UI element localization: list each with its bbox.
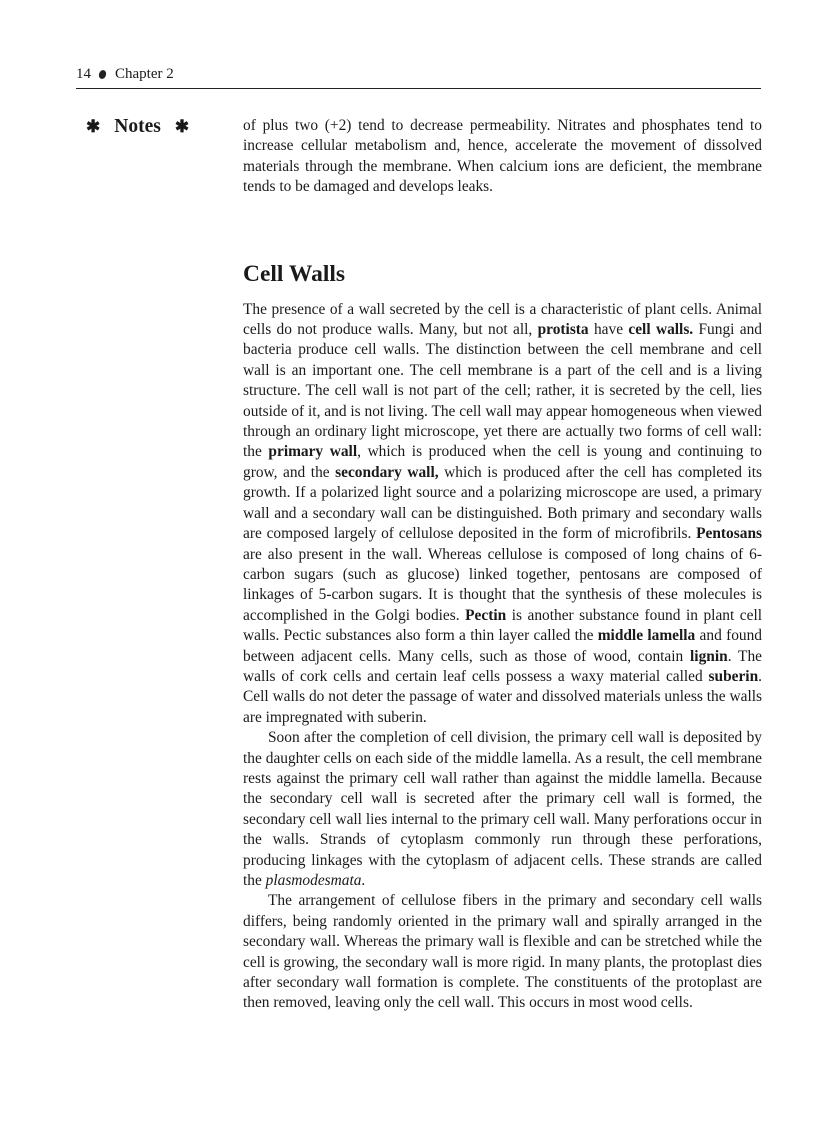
text-run: The presence of a wall secreted by the cell is a characteristic of plant cells. Animal cells do not produce walls. Many, but not all, (243, 300, 762, 339)
body-text (243, 116, 762, 1014)
text-run: . Cell walls do not deter the passage of water and dissolved materials unless the walls are impregnated with suberin. (243, 667, 762, 726)
text-run: are also present in the wall. Whereas cellulose is composed of long chains of 6-carbon sugars (such as glucose) linked together, pentosans are composed of linkages of 5-carbon sugars. It is thought that the synthesis of these molecules is accomplished in the Golgi bodies. (243, 545, 762, 624)
section-title: Cell Walls (243, 260, 346, 287)
text-run: which is produced after the cell has completed its growth. If a polarized light source and a polarizing microscope are used, a primary wall and a secondary wall can be distinguished. Both primary and secondary walls are composed largely of cellulose deposited in the form of microfibrils. (243, 463, 763, 543)
term-middle-lamella: middle lamella (597, 627, 696, 645)
term-primary-wall: primary wall (268, 443, 358, 461)
asterisk-icon: ✱ (86, 117, 101, 136)
term-protista: protista (537, 321, 589, 339)
text-run: Fungi and bacteria produce cell walls. The distinction between the cell membrane and cell wall is an important one. The cell membrane is a part of the cell and is a living structure. The cell wall is not part of the cell; rather, it is secreted by the cell, lies outside of it, and is not living. The cell wall may appear homogeneous when viewed through an ordinary light microscope, yet there are actually two forms of cell wall: the (243, 321, 762, 461)
running-header (76, 60, 761, 89)
page-number: 14 (76, 65, 91, 82)
term-pectin: Pectin (465, 606, 507, 624)
text-run: is another substance found in plant cell walls. Pectic substances also form a thin layer called the (243, 606, 762, 645)
paragraph-1 (243, 300, 762, 729)
chapter-label: Chapter 2 (115, 65, 174, 82)
intro-paragraph: of plus two (+2) tend to decrease permeability. Nitrates and phosphates tend to increase cellular metabolism and, hence, accelerate the movement of dissolved materials through the membrane. When calcium ions are deficient, the membrane tends to be damaged and develops leaks. (243, 117, 762, 196)
term-pentosans: Pentosans (696, 525, 762, 543)
text-run: Soon after the completion of cell division, the primary cell wall is deposited by the daughter cells on each side of the middle lamella. As a result, the cell membrane rests against the primary cell wall rather than against the middle lamella. Because the secondary cell wall is secreted after the primary cell wall is formed, the secondary cell wall lies internal to the primary cell wall. Many perforations occur in the walls. Strands of cytoplasm commonly run through these perforations, producing linkages with the cytoplasm of adjacent cells. These strands are called the (243, 729, 762, 889)
text-run: . (361, 872, 366, 889)
text-run: , which is produced when the cell is young and continuing to grow, and the (243, 443, 762, 481)
notes-label: Notes (114, 116, 161, 137)
text-run: and found between adjacent cells. Many cells, such as those of wood, contain (243, 627, 762, 665)
term-lignin: lignin (690, 647, 728, 665)
text-run: have (588, 321, 629, 339)
notes-margin-label (86, 116, 189, 138)
term-secondary-wall: secondary wall, (335, 463, 439, 481)
term-plasmodesmata: plasmodesmata (265, 872, 362, 889)
term-cell-walls: cell walls. (628, 321, 694, 339)
paragraph-3: The arrangement of cellulose fibers in the primary and secondary cell walls differs, being randomly oriented in the primary wall and spirally arranged in the secondary wall. Whereas the primary wall is flexible and can be stretched while the cell is growing, the secondary wall is more rigid. In many plants, the protoplast dies after secondary wall formation is complete. The constituents of the protoplast are then removed, leaving only the cell wall. This occurs in most wood cells. (243, 892, 762, 1012)
term-suberin: suberin (708, 667, 759, 685)
bullet-icon (98, 69, 108, 80)
paragraph-2 (243, 728, 762, 891)
asterisk-icon: ✱ (174, 117, 190, 136)
text-run: . The walls of cork cells and certain leaf cells possess a waxy material called (243, 647, 762, 685)
